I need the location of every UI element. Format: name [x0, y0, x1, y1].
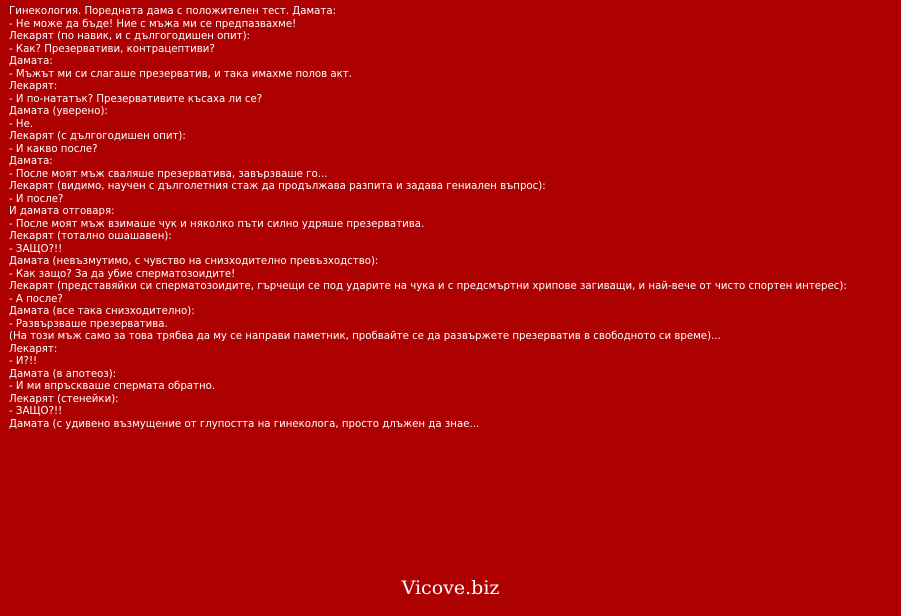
joke-text: [9, 6, 889, 431]
joke-line: Лекарят:: [9, 343, 58, 355]
joke-line: - После моят мъж сваляше презерватива, завързваше го...: [9, 168, 328, 180]
joke-line: - И какво после?: [9, 143, 98, 155]
joke-line: - И?!!: [9, 356, 38, 367]
joke-line: - Не.: [9, 118, 34, 130]
joke-line: Лекарят (стенейки):: [9, 393, 119, 405]
joke-line: Лекарят (по навик, и с дългогодишен опит):: [9, 31, 250, 42]
joke-line: Дамата:: [9, 156, 53, 167]
site-footer-label: Vicove.biz: [401, 577, 500, 599]
joke-line: - После моят мъж взимаше чук и няколко пъти силно удряше презерватива.: [9, 218, 425, 230]
joke-line: - Как? Презервативи, контрацептиви?: [9, 43, 215, 55]
joke-line: Гинекология. Поредната дама с положителен тест. Дамата:: [9, 6, 337, 17]
joke-line: - А после?: [9, 293, 63, 305]
joke-line: - ЗАЩО?!!: [9, 406, 63, 417]
joke-line: (На този мъж само за това трябва да му се направи паметник, пробвайте се да развържете презерватив в свободното си време)...: [9, 331, 721, 342]
joke-line: Лекарят (видимо, научен с дълголетния стаж да продължава разпита и задава гениален въпрос):: [9, 181, 546, 192]
joke-line: Дамата (уверено):: [9, 106, 108, 117]
joke-line: И дамата отговаря:: [9, 206, 115, 217]
joke-line: Лекарят (тотално ошашавен):: [9, 231, 172, 242]
joke-line: Дамата (все така снизходително):: [9, 306, 195, 317]
joke-line: - И после?: [9, 193, 64, 205]
joke-line: - Не може да бъде! Ние с мъжа ми се предпазвахме!: [9, 18, 297, 30]
joke-line: Дамата:: [9, 56, 53, 67]
joke-line: Лекарят (представяйки си сперматозоидите, гърчещи се под ударите на чука и с предсмъртни хрипове загиващи, и най-вече от чисто спортен интерес):: [9, 281, 847, 292]
joke-line: - Мъжът ми си слагаше презерватив, и така имахме полов акт.: [9, 68, 352, 80]
joke-line: - Развързваше презерватива.: [9, 318, 168, 330]
joke-line: Дамата (невъзмутимо, с чувство на снизходително превъзходство):: [9, 256, 379, 267]
joke-line: Лекарят:: [9, 81, 58, 92]
joke-line: - ЗАЩО?!!: [9, 243, 63, 255]
joke-line: - И по-нататък? Презервативите късаха ли се?: [9, 93, 263, 105]
joke-line: - И ми впръскваше спермата обратно.: [9, 381, 216, 392]
joke-line: Дамата (в апотеоз):: [9, 368, 117, 380]
joke-line: Дамата (с удивено възмущение от глупостта на гинеколога, просто длъжен да знае...: [9, 418, 480, 430]
joke-line: - Как защо? За да убие сперматозоидите!: [9, 268, 236, 280]
joke-line: Лекарят (с дългогодишен опит):: [9, 131, 186, 142]
